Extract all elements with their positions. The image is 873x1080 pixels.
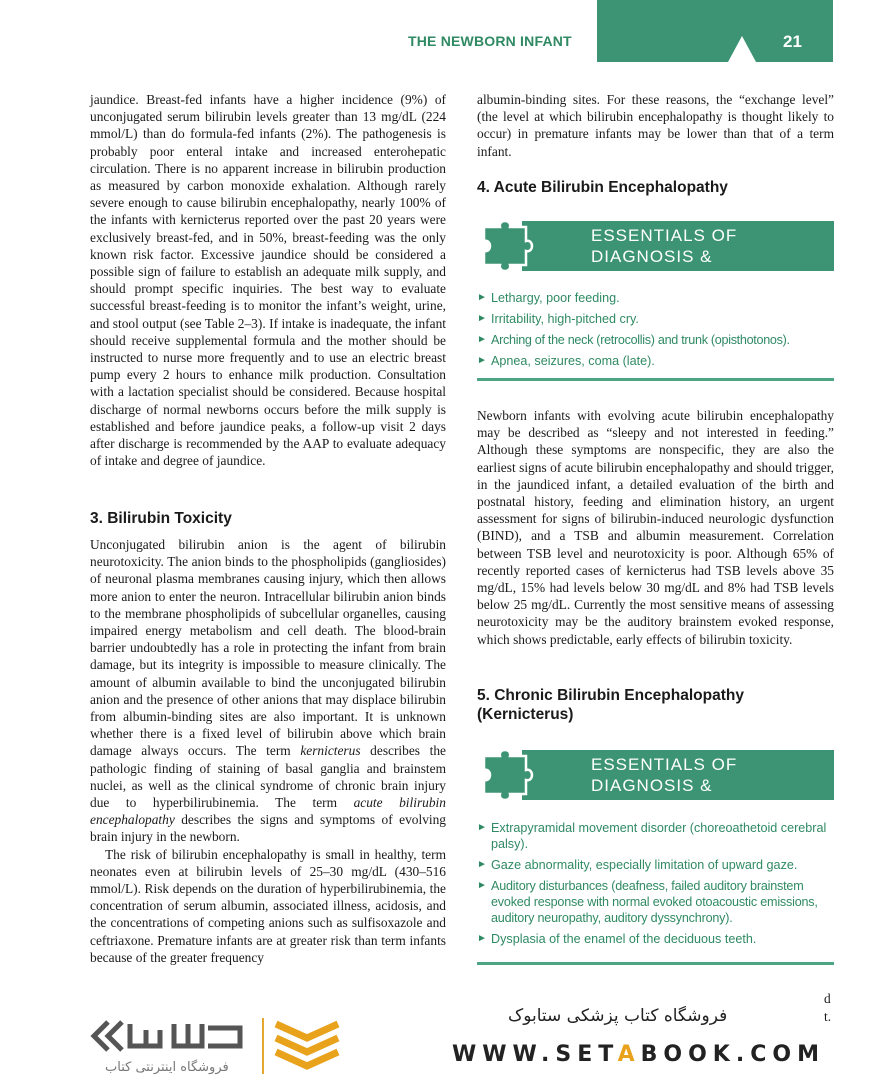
list-item — [477, 353, 837, 369]
page-tab — [597, 0, 833, 62]
list-item — [477, 857, 835, 873]
page-number: 21 — [783, 32, 802, 51]
box-1-title-line2: TYPICAL FEATURES — [591, 268, 772, 287]
arrow-icon: ► — [477, 933, 487, 944]
box-1-bottom-rule — [477, 378, 834, 381]
paragraph-toxicity — [90, 536, 446, 846]
section-5-heading — [477, 686, 744, 724]
term-kernicterus: kernicterus — [300, 743, 361, 759]
cut-off-text: t. — [824, 1009, 832, 1024]
left-column-toxicity — [90, 536, 446, 966]
logo-divider — [262, 1018, 264, 1074]
cut-off-text: d — [824, 991, 831, 1006]
url-suffix: .COM — [735, 1042, 825, 1067]
list-item — [477, 290, 837, 306]
url-letter-accent: A — [617, 1042, 641, 1067]
arrow-icon: ► — [477, 880, 487, 891]
paragraph-acute-signs: Newborn infants with evolving acute bilirubin encephalopathy may be described as “sleepy and not interested in feeding.” Although these symptoms are nonspecific, they are also the earliest signs of acute bilirubin encephalopathy and should trigger, in the jaundiced infant, a detailed evaluation of the birth and postnatal history, feeding and elimination history, an urgent assessment for signs of bilirubin-induced neurologic dysfunction (BIND), and a TSB and albumin measurement. Correlation between TSB level and neurotoxicity is poor. Although 65% of recently reported cases of kernicterus had TSB levels above 35 mg/dL, 15% had levels below 30 mg/dL and 8% had TSB levels below 25 mg/dL. Currently the most sensitive means of assessing neurotoxicity may be the auditory brainstem evoked response, which shows predictable, early effects of bilirubin toxicity. — [477, 408, 834, 647]
logo-tagline: فروشگاه اینترنتی کتاب — [105, 1060, 229, 1075]
puzzle-icon — [478, 742, 540, 804]
box-2-bottom-rule — [477, 962, 834, 965]
right-column-top — [477, 91, 834, 160]
text-run: describes the pathologic finding of staining of basal ganglia and brainstem nuclei, as well as the clinical syndrome of chronic brain injury due to hyperbilirubinemia. The term — [90, 743, 446, 811]
puzzle-icon — [478, 213, 540, 275]
list-item-text: Gaze abnormality, especially limitation of upward gaze. — [491, 858, 798, 872]
arrow-icon: ► — [477, 355, 487, 366]
chapter-title: THE NEWBORN INFANT — [408, 33, 572, 49]
section-3-heading: 3. Bilirubin Toxicity — [90, 510, 232, 527]
right-column-mid — [477, 407, 834, 648]
list-item-text: Auditory disturbances (deafness, failed auditory brainstem evoked response with normal evoked otoacoustic emissions, auditory neuropathy, auditory dyssynchrony). — [491, 879, 818, 925]
arrow-icon: ► — [477, 292, 487, 303]
url-letter: S — [555, 1042, 578, 1067]
store-name: فروشگاه کتاب پزشکی ستابوک — [508, 1006, 728, 1026]
arrow-icon: ► — [477, 313, 487, 324]
list-item — [477, 332, 837, 348]
essentials-box-1-header — [522, 221, 834, 287]
url-letter: E — [577, 1042, 599, 1067]
url-letter: O — [688, 1042, 713, 1067]
box-2-title-line1: ESSENTIALS OF DIAGNOSIS & — [591, 755, 738, 795]
list-item-text: Extrapyramidal movement disorder (choreoathetoid cerebral palsy). — [491, 821, 827, 851]
paragraph-exchange-level: albumin-binding sites. For these reasons, the “exchange level” (the level at which bilirubin encephalopathy is thought likely to occur) in premature infants may be lower than that of a term infant. — [477, 92, 834, 159]
text-run: Unconjugated bilirubin anion is the agent of bilirubin neurotoxicity. The anion binds to the phospholipids (gangliosides) of neuronal plasma membranes causing injury, which then allows more anion to enter the neuron. Intracellular bilirubin anion binds to the membrane phospholipids of subcellular organelles, causing impaired energy metabolism and cell death. The blood-brain barrier undoubtedly has a role in protecting the infant from brain damage, but its integrity is impossible to measure clinically. The amount of albumin available to bind the unconjugated bilirubin anion and the presence of other anions that may displace bilirubin from albumin-binding sites are also important. It is unknown whether there is a fixed level of bilirubin above which brain damage always occurs. The term — [90, 537, 446, 759]
section-5-heading-line1: 5. Chronic Bilirubin Encephalopathy — [477, 687, 744, 704]
box-2-title-line2: TYPICAL FEATURES — [591, 797, 772, 816]
list-item — [477, 878, 835, 926]
setabook-logo-icon — [90, 1016, 250, 1060]
essentials-box-2-header — [522, 750, 834, 816]
url-letter: O — [663, 1042, 689, 1067]
list-item — [477, 311, 837, 327]
arrow-icon: ► — [477, 334, 487, 345]
list-item-text: Dysplasia of the enamel of the deciduous teeth. — [491, 932, 757, 946]
list-item-text: Lethargy, poor feeding. — [491, 291, 620, 305]
box-1-title-line1: ESSENTIALS OF DIAGNOSIS & — [591, 226, 738, 266]
store-url — [452, 1042, 825, 1067]
text-run: describes the signs and symptoms of evolving brain injury in the newborn. — [90, 812, 446, 845]
list-item-text: Apnea, seizures, coma (late). — [491, 354, 655, 368]
url-prefix: WWW. — [452, 1042, 556, 1067]
url-letter: B — [640, 1042, 664, 1067]
list-item — [477, 931, 835, 947]
section-5-heading-line2: (Kernicterus) — [477, 706, 574, 723]
box-1-list — [477, 290, 837, 369]
list-item — [477, 820, 835, 852]
url-letter: T — [598, 1042, 618, 1067]
tab-notch — [728, 36, 756, 62]
arrow-icon: ► — [477, 859, 487, 870]
list-item-text: Arching of the neck (retrocollis) and trunk (opisthotonos). — [491, 333, 790, 347]
paragraph-breastfeeding: jaundice. Breast-fed infants have a higher incidence (9%) of unconjugated serum bilirubin levels greater than 13 mg/dL (224 mmol/L) than do formula-fed infants (2%). The pathogenesis is probably poor enteral intake and increased enterohepatic circulation. There is no apparent increase in bilirubin production as measured by carbon monoxide exhalation. Although rarely severe enough to cause bilirubin encephalopathy, nearly 100% of the infants with kernicterus reported over the past 20 years were exclusively breast-fed, and in 50%, breast-feeding was the only known risk factor. Excessive jaundice should be considered a possible sign of failure to establish an adequate milk supply, and should prompt specific inquiries. The best way to evaluate successful breast-feeding is to monitor the infant’s weight, urine, and stool output (see Table 2–3). If intake is inadequate, the infant should receive supplemental formula and the mother should be instructed to nurse more frequently and to use an electric breast pump every 2 hours to enhance milk production. Consultation with a lactation specialist should be considered. Because hospital discharge of normal newborns occurs before the milk supply is established and before jaundice peaks, a follow-up visit 2 days after discharge is recommended by the AAP to evaluate adequacy of intake and degree of jaundice. — [90, 92, 446, 469]
left-column-intro — [90, 91, 446, 469]
term-acute-encephalopathy: acute bilirubin encephalopathy — [90, 795, 446, 828]
book-chevron-icon — [272, 1020, 342, 1074]
paragraph-risk: The risk of bilirubin encephalopathy is small in healthy, term neonates even at bilirubin levels of 25–30 mg/dL (430–516 mmol/L). Risk depends on the duration of hyperbilirubinemia, the concentration of serum albumin, associated illness, acidosis, and the concentrations of competing anions such as sulfisoxazole and ceftriaxone. Premature infants are at greater risk than term infants because of the greater frequency — [90, 846, 446, 965]
box-2-list — [477, 820, 835, 947]
url-letter: K — [712, 1042, 736, 1067]
arrow-icon: ► — [477, 822, 487, 833]
section-4-heading: 4. Acute Bilirubin Encephalopathy — [477, 179, 728, 196]
list-item-text: Irritability, high-pitched cry. — [491, 312, 639, 326]
